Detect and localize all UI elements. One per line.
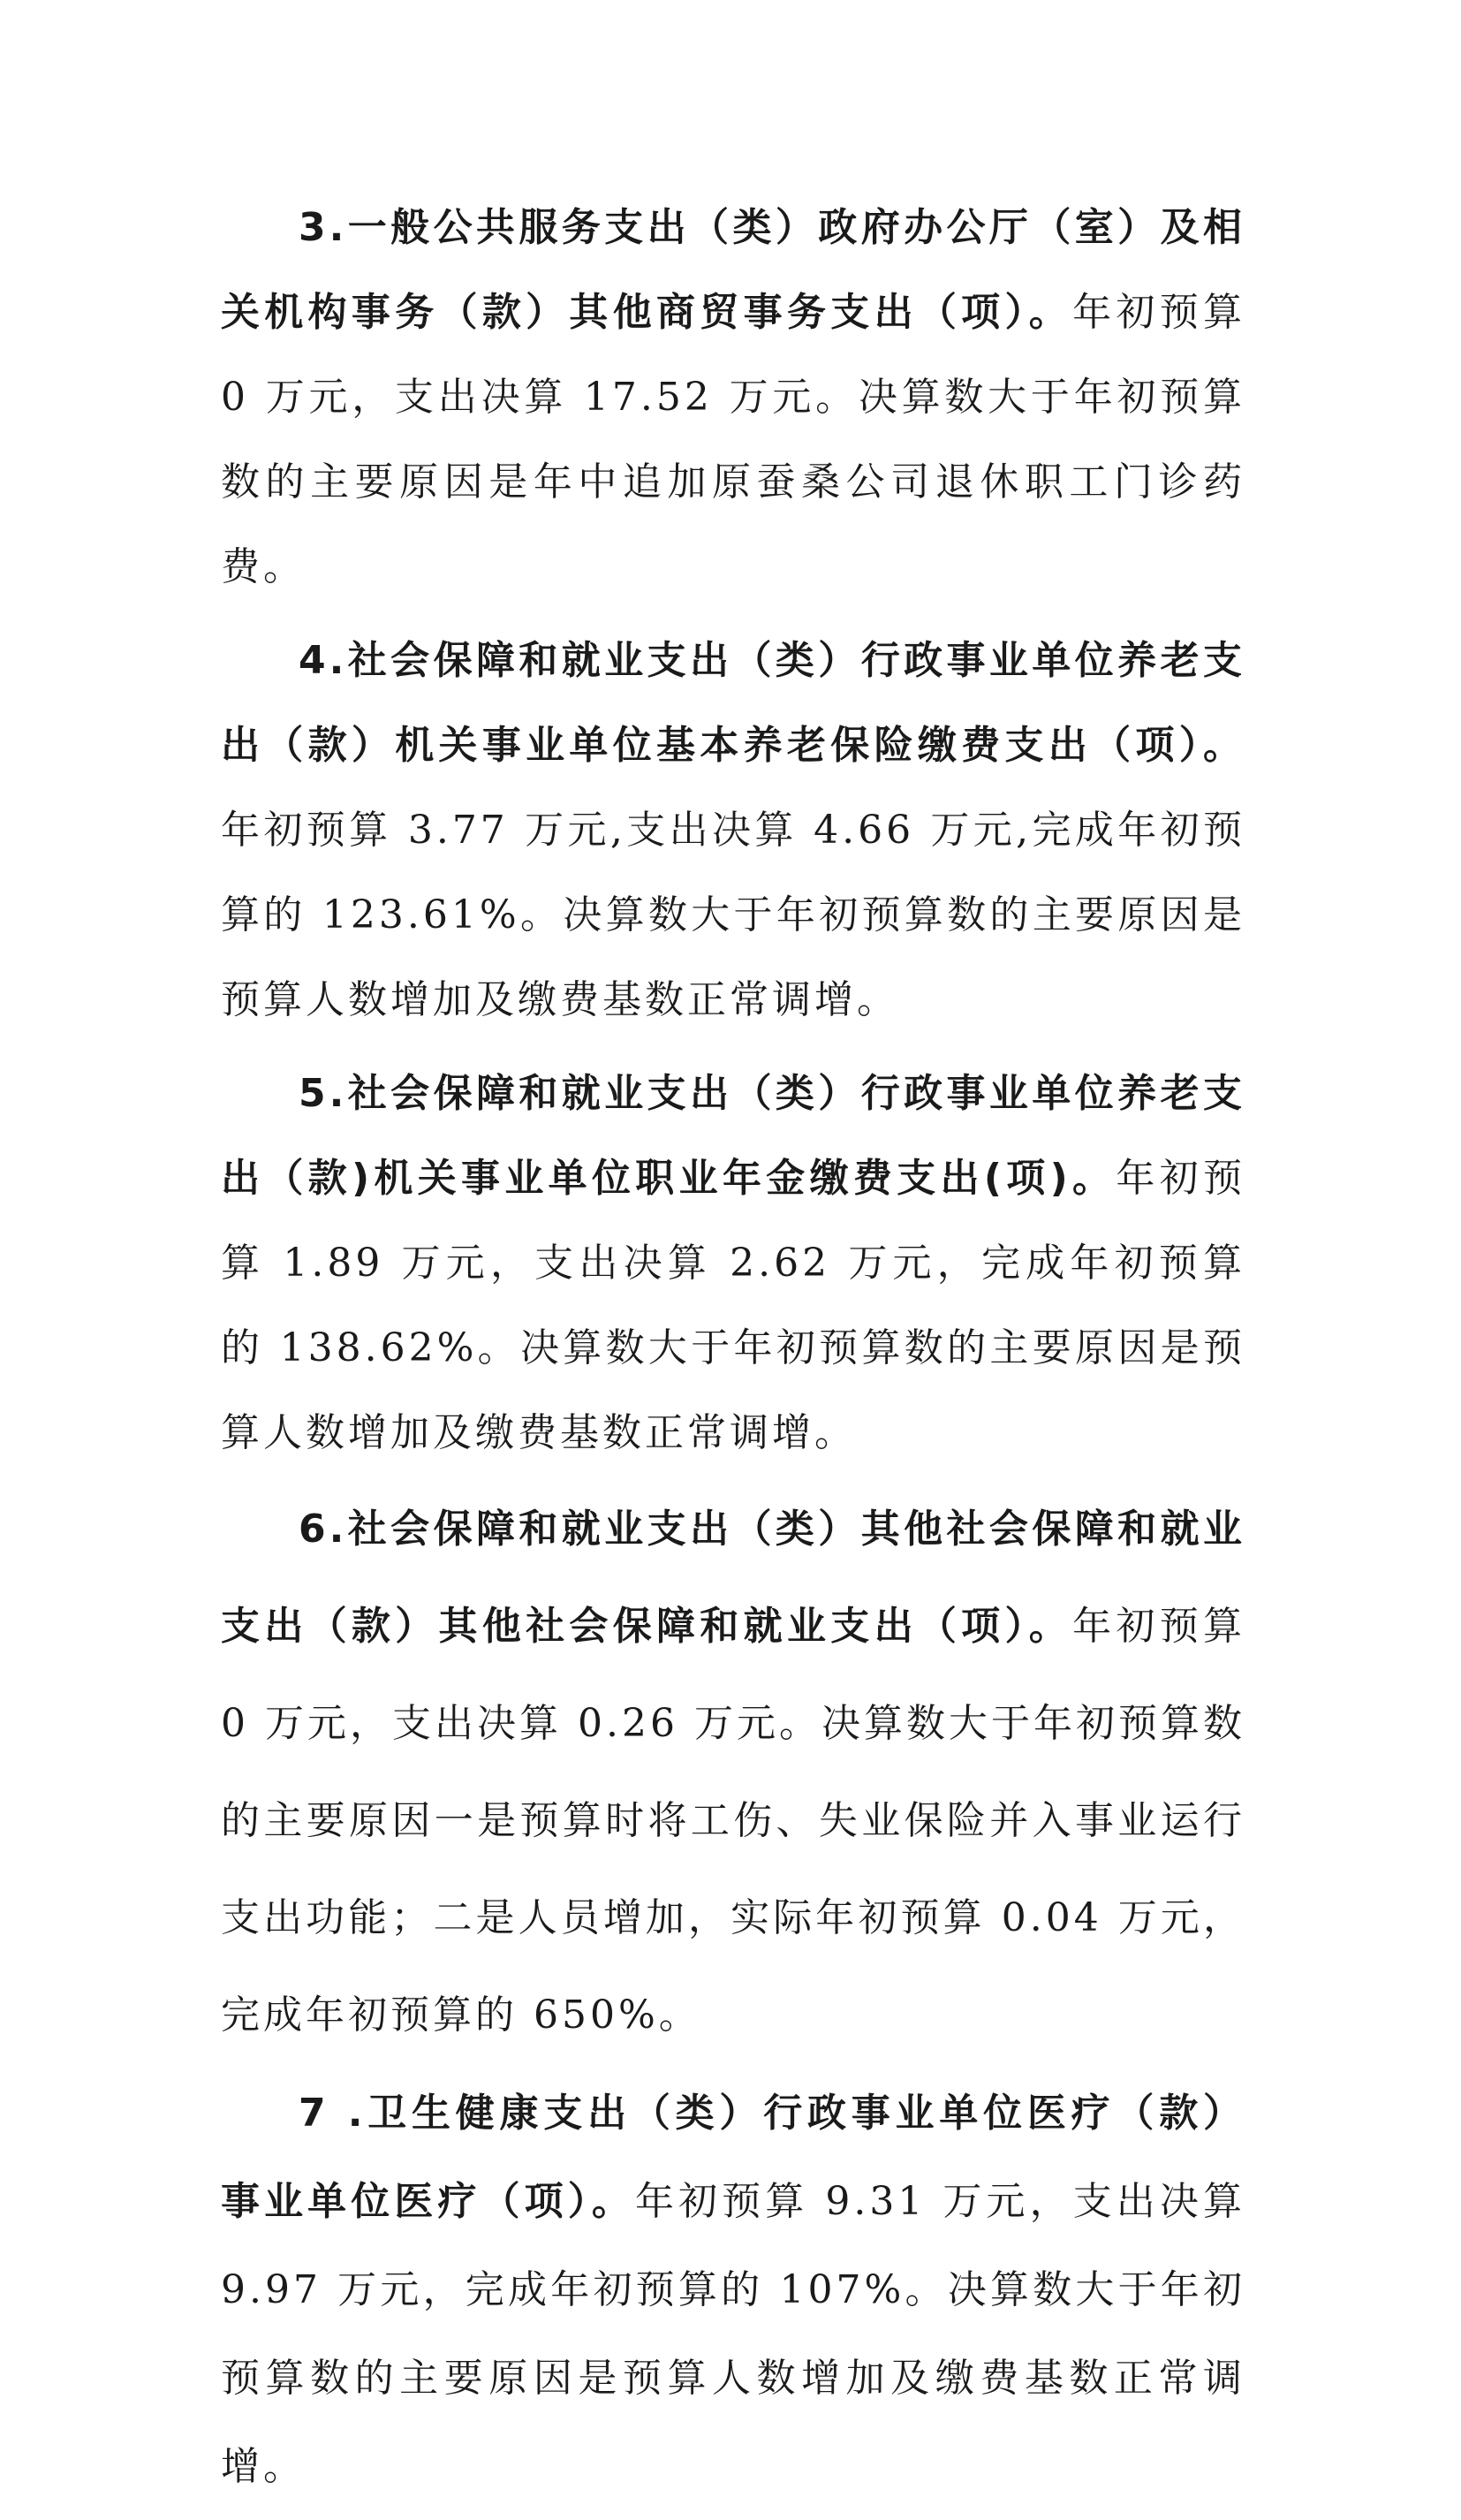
paragraph-text: 年初预算 3.77 万元,支出决算 4.66 万元,完成年初预算的 123.61%。决算数大于年初预算数的主要原因是预算人数增加及缴费基数正常调增。	[221, 808, 1245, 1022]
paragraph-item-3	[221, 186, 1245, 610]
paragraph-item-4	[221, 619, 1245, 1043]
paragraph-text: 年初预算 1.89 万元，支出决算 2.62 万元，完成年初预算的 138.62%。决算数大于年初预算数的主要原因是预算人数增加及缴费基数正常调增。	[221, 1156, 1245, 1455]
paragraph-text: 年初预算 0 万元，支出决算 17.52 万元。决算数大于年初预算数的主要原因是年中追加原蚕桑公司退休职工门诊药费。	[221, 290, 1246, 589]
paragraph-item-5	[221, 1051, 1245, 1476]
paragraph-heading: 6.社会保障和就业支出（类）其他社会保障和就业支出（款）其他社会保障和就业支出（项）。	[221, 1507, 1245, 1649]
paragraph-item-6	[221, 1481, 1245, 2064]
paragraph-text: 年初预算 9.31 万元，支出决算 9.97 万元，完成年初预算的 107%。决算数大于年初预算数的主要原因是预算人数增加及缴费基数正常调增。	[221, 2179, 1245, 2489]
paragraph-item-7	[221, 2069, 1245, 2511]
paragraph-text: 年初预算 0 万元，支出决算 0.26 万元。决算数大于年初预算数的主要原因一是预算时将工伤、失业保险并入事业运行支出功能；二是人员增加，实际年初预算 0.04 万元，完成年初预算的 650%。	[221, 1604, 1246, 2038]
paragraph-heading: 5.社会保障和就业支出（类）行政事业单位养老支出（款)机关事业单位职业年金缴费支出(项)。	[221, 1071, 1245, 1201]
document-body	[221, 186, 1245, 2520]
paragraph-heading: 7 .卫生健康支出（类）行政事业单位医疗（款）事业单位医疗（项）。	[221, 2091, 1245, 2224]
paragraph-heading: 3.一般公共服务支出（类）政府办公厅（室）及相关机构事务（款）其他商贸事务支出（项）。	[221, 205, 1245, 335]
paragraph-heading: 4.社会保障和就业支出（类）行政事业单位养老支出（款）机关事业单位基本养老保险缴费支出（项）。	[221, 638, 1245, 768]
